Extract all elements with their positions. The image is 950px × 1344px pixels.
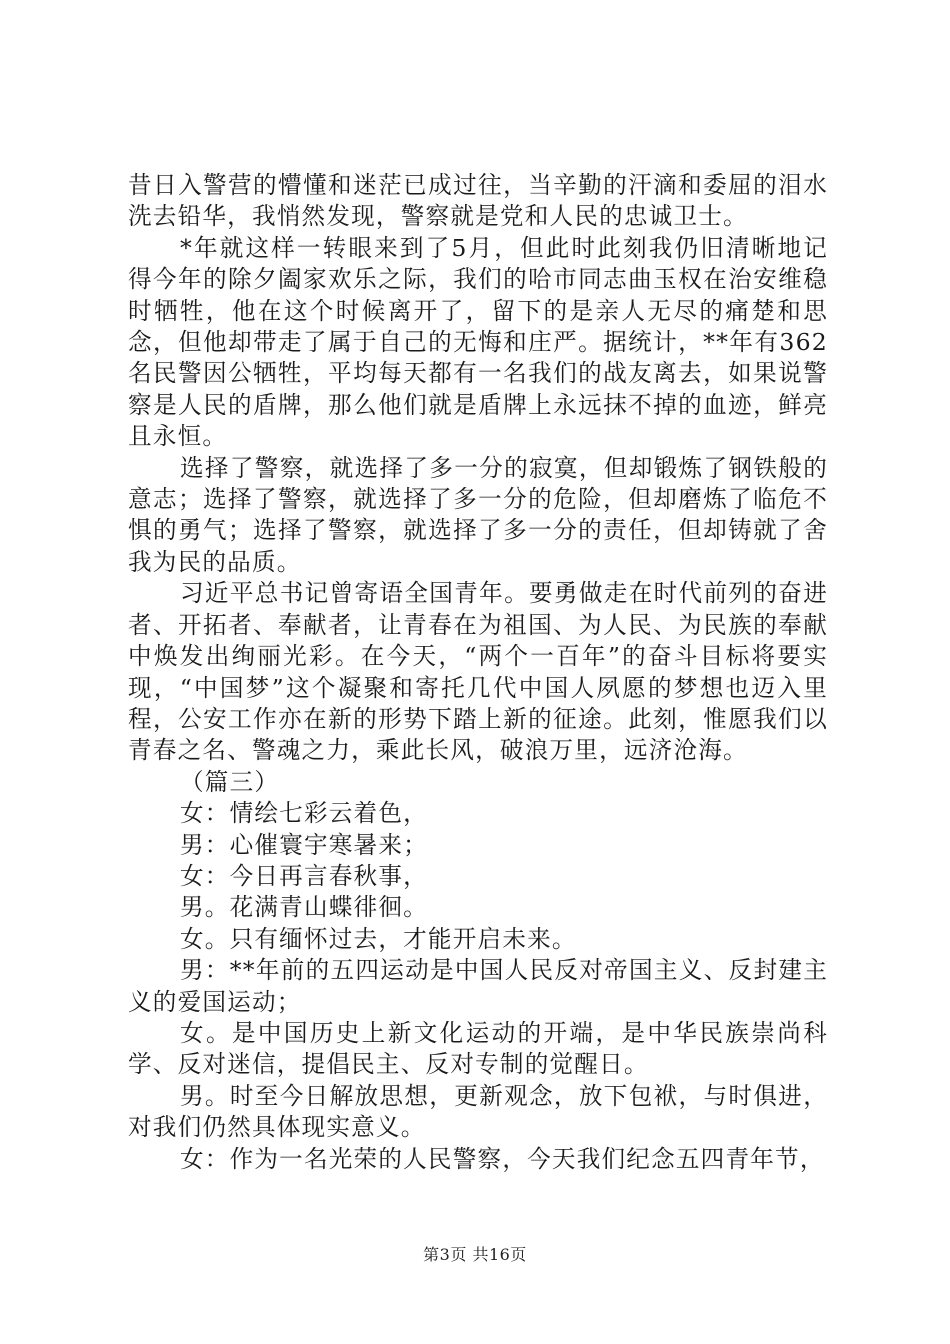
dialogue-line-3: 女：今日再言春秋事， (180, 861, 428, 890)
section-heading: （篇三） (180, 767, 280, 796)
dialogue-line-2: 男：心催寰宇寒暑来； (180, 830, 428, 859)
dialogue-line-9: 女：作为一名光荣的人民警察，今天我们纪念五四青年节， (180, 1144, 825, 1173)
dialogue-line-4: 男。花满青山蝶徘徊。 (180, 893, 428, 922)
paragraph-4: 习近平总书记曾寄语全国青年。要勇做走在时代前列的奋进者、开拓者、奉献者，让青春在为祖国、为人民、为民族的奉献中焕发出绚丽光彩。在今天，“两个一百年”的奋斗目标将要实现，“中国梦”这个凝聚和寄托几代中国人夙愿的梦想也迈入里程，公安工作亦在新的形势下踏上新的征途。此刻，惟愿我们以青春之名、警魂之力，乘此长风，破浪万里，远济沧海。 (128, 579, 828, 765)
dialogue-line-5: 女。只有缅怀过去，才能开启未来。 (180, 924, 577, 953)
dialogue-line-1: 女：情绘七彩云着色， (180, 799, 428, 828)
dialogue-line-8: 男。时至今日解放思想，更新观念，放下包袱，与时俱进，对我们仍然具体现实意义。 (128, 1081, 828, 1142)
dialogue-line-7: 女。是中国历史上新文化运动的开端，是中华民族崇尚科学、反对迷信，提倡民主、反对专制的觉醒日。 (128, 1018, 828, 1079)
paragraph-1: 昔日入警营的懵懂和迷茫已成过往，当辛勤的汗滴和委屈的泪水洗去铅华，我悄然发现，警察就是党和人民的忠诚卫士。 (128, 171, 828, 231)
body-text (128, 170, 828, 1175)
page-footer: 第3页 共16页 (423, 1245, 527, 1264)
paragraph-2: *年就这样一转眼来到了5月，但此时此刻我仍旧清晰地记得今年的除夕阖家欢乐之际，我们的哈市同志曲玉权在治安维稳时牺牲，他在这个时候离开了，留下的是亲人无尽的痛楚和思念，但他却带走了属于自己的无悔和庄严。据统计，**年有362名民警因公牺牲，平均每天都有一名我们的战友离去，如果说警察是人民的盾牌，那么他们就是盾牌上永远抹不掉的血迹，鲜亮且永恒。 (128, 233, 828, 451)
dialogue-line-6: 男：**年前的五四运动是中国人民反对帝国主义、反封建主义的爱国运动； (128, 956, 828, 1016)
paragraph-3: 选择了警察，就选择了多一分的寂寞，但却锻炼了钢铁般的意志；选择了警察，就选择了多一分的危险，但却磨炼了临危不惧的勇气；选择了警察，就选择了多一分的责任，但却铸就了舍我为民的品质。 (128, 453, 828, 576)
